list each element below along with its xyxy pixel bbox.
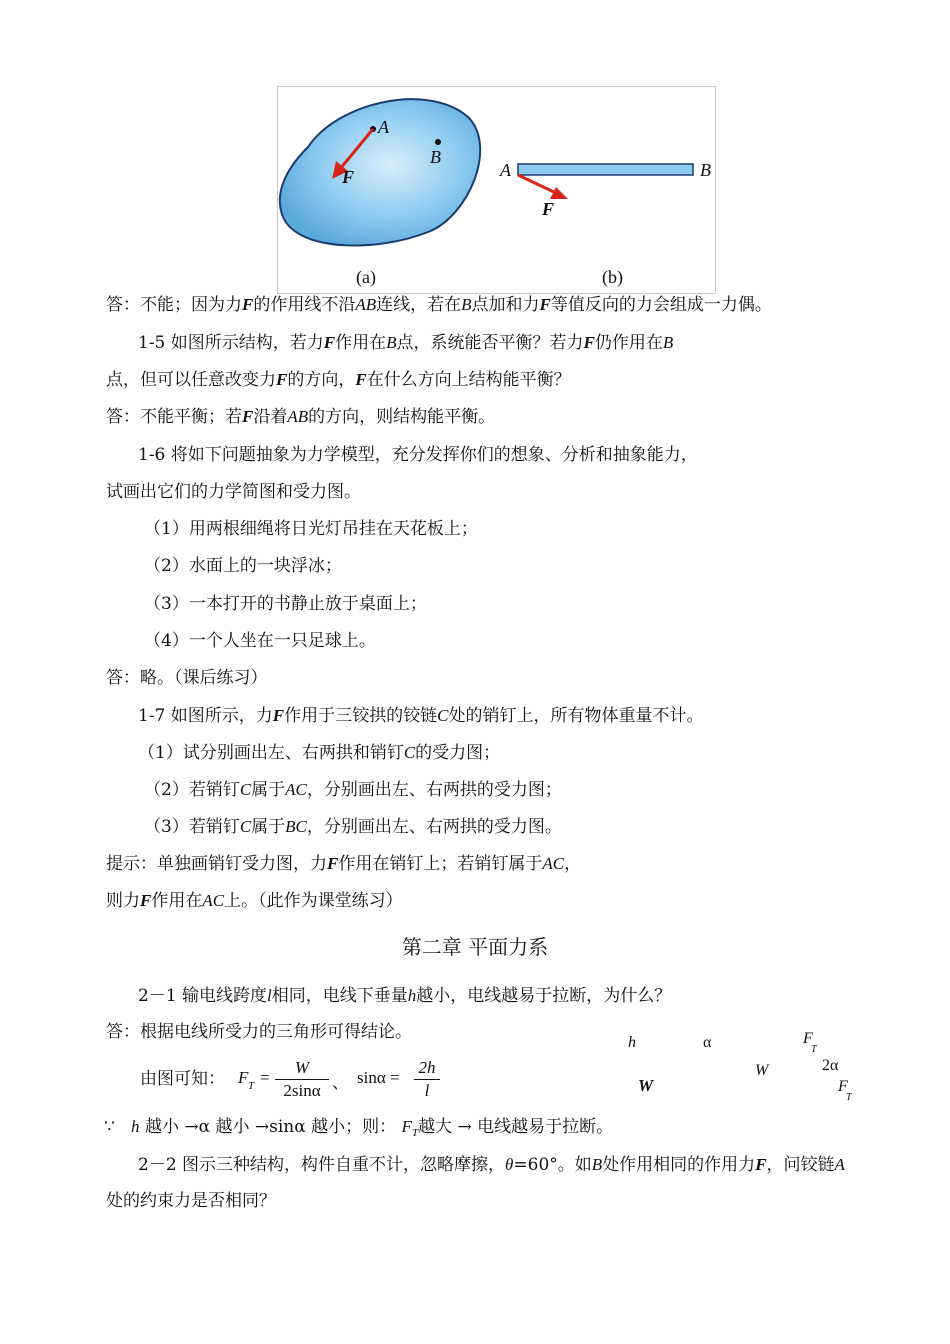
diagram-label-ft2: F (838, 1078, 848, 1095)
diagram-label-w1: W (638, 1076, 654, 1095)
question-1-6-item3: （3）一本打开的书静止放于桌面上； (144, 594, 427, 614)
figure-drawing (278, 87, 715, 293)
question-1-5-line1: 1-5 如图所示结构，若力F作用在B点，系统能否平衡？若力F仍作用在B (138, 333, 674, 353)
diagram-label-alpha: α (703, 1034, 712, 1051)
hint-1-7-line2: 则力F作用在AC上。（此作为课堂练习） (106, 891, 403, 911)
question-1-6-item4: （4）一个人坐在一只足球上。 (144, 631, 376, 651)
diagram-label-h: h (628, 1034, 636, 1051)
force-arrow-b (518, 175, 556, 193)
answer-1-6: 答：略。（课后练习） (106, 668, 268, 688)
label-b: B (430, 147, 441, 167)
answer-2-1: 答：根据电线所受力的三角形可得结论。 (106, 1022, 412, 1042)
question-1-7-line1: 1-7 如图所示，力F作用于三铰拱的铰链C处的销钉上，所有物体重量不计。 (138, 706, 704, 726)
conclusion-2-1: ∵ h 越小 →α 越小 →sinα 越小；则： $F_T$越大 → 电线越易于拉断。 (104, 1117, 614, 1139)
point-b-dot (435, 139, 441, 145)
formula-separator: 、 (332, 1073, 349, 1092)
answer-1-4: 答：不能；因为力F的作用线不沿AB连线，若在B点加和力F等值反向的力会组成一力偶。 (106, 295, 772, 315)
label-b-b: B (700, 160, 711, 180)
question-1-6-line1: 1-6 将如下问题抽象为力学模型，充分发挥你们的想象、分析和抽象能力， (138, 445, 698, 465)
question-2-2-line2: 处的约束力是否相同？ (106, 1191, 276, 1211)
fraction-2h-over-l: 2h l (414, 1058, 440, 1101)
hint-1-7-line1: 提示：单独画销钉受力图，力F作用在销钉上；若销钉属于AC， (106, 854, 582, 874)
question-1-6-item2: （2）水面上的一块浮冰； (144, 556, 342, 576)
question-2-1-line1: 2－1 输电线跨度l相同，电线下垂量h越小，电线越易于拉断，为什么？ (138, 986, 672, 1006)
bar-ab (518, 164, 693, 175)
label-f-b: F (542, 199, 555, 219)
label-a: A (378, 117, 389, 137)
formula-eq: = (260, 1068, 270, 1087)
formula-ft: F (238, 1068, 249, 1087)
diagram-label-ft1: F (803, 1030, 813, 1047)
diagram-label-t2: T (846, 1092, 852, 1103)
caption-a: (a) (356, 267, 376, 287)
diagram-label-t1: T (811, 1044, 817, 1055)
question-1-7-item1: （1）试分别画出左、右两拱和销钉C的受力图； (138, 743, 501, 763)
question-1-6-line2: 试画出它们的力学简图和受力图。 (106, 482, 361, 502)
question-1-7-item2: （2）若销钉C属于AC，分别画出左、右两拱的受力图； (144, 780, 562, 800)
question-1-6-item1: （1）用两根细绳将日光灯吊挂在天花板上； (144, 519, 478, 539)
formula-sin-lhs: sinα = (357, 1068, 400, 1087)
caption-b: (b) (602, 267, 623, 287)
fraction-w-over-2sin: W 2sinα (275, 1058, 329, 1101)
formula-prefix: 由图可知： (140, 1069, 225, 1089)
label-f: F (342, 167, 355, 187)
figure-1-4 (277, 86, 716, 294)
diagram-label-2alpha: 2α (822, 1057, 839, 1074)
answer-1-5: 答：不能平衡；若F沿着AB的方向，则结构能平衡。 (106, 407, 496, 427)
label-a-b: A (500, 160, 511, 180)
formula-ft-sub: T (248, 1080, 255, 1092)
chapter-title: 第二章 平面力系 (401, 935, 549, 959)
diagram-label-w2: W (755, 1062, 769, 1079)
question-2-2-line1: 2－2 图示三种结构，构件自重不计，忽略摩擦，θ=60°。如B处作用相同的作用力F，问铰链A (138, 1155, 845, 1175)
question-1-5-line2: 点，但可以任意改变力F的方向，F在什么方向上结构能平衡？ (106, 370, 571, 390)
question-1-7-item3: （3）若销钉C属于BC，分别画出左、右两拱的受力图。 (144, 817, 562, 837)
